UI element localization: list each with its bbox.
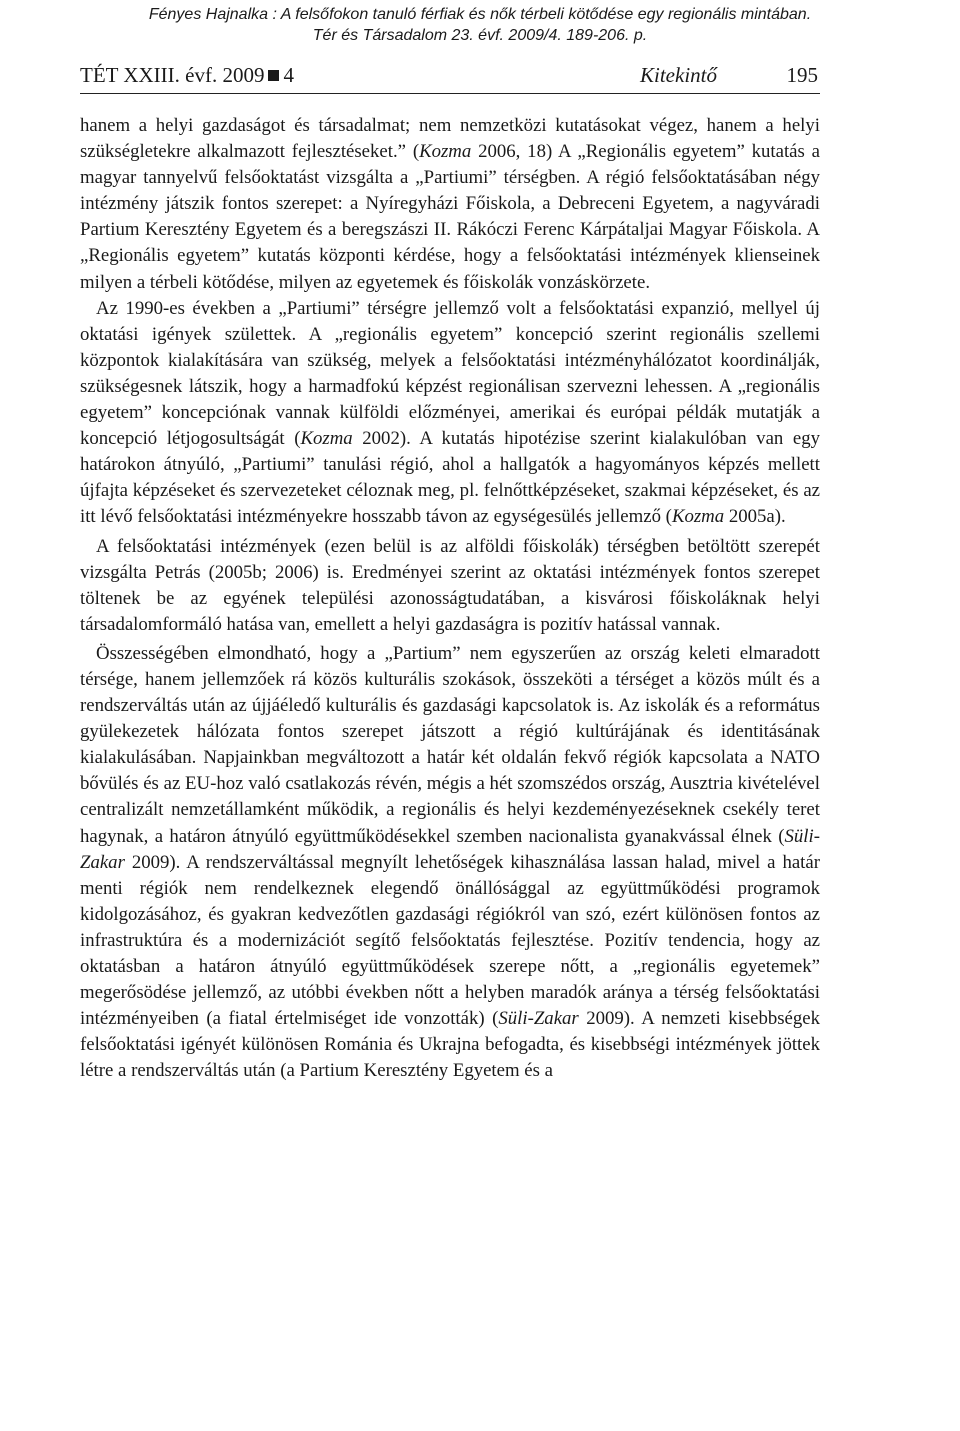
citation-author: Kozma: [300, 428, 353, 450]
square-bullet-icon: [268, 70, 279, 81]
journal-issue: 4: [283, 63, 294, 87]
section-name: Kitekintő: [640, 63, 717, 87]
citation-author: Kozma: [419, 141, 472, 163]
running-head: [80, 63, 820, 94]
journal-info: [80, 63, 294, 88]
page-number: 195: [786, 63, 818, 87]
paragraph-4: Összességében elmondható, hogy a „Partium” nem egyszerűen az ország keleti elmaradott térsége, hanem jellemzőek rá közös kulturális szokások, összeköti a térséget a közös múlt és a rendszerváltás után az újjáéledő kulturális és gazdasági kapcsolatok is. Az iskolák és a református gyülekezetek hálózata fontos szerepet játszott a régió kultúrájának és identitásának kialakulásában. Napjainkban megváltozott a határ két oldalán fekvő régiók kapcsolata a NATO bővülés és az EU-hoz való csatlakozás révén, mégis a hét szomszédos ország, Ausztria kivételével centralizált nemzetállamként működik, a regionális és helyi kezdeményezéseknek csekély teret hagynak, a határon átnyúló együttműködésekkel szemben nacionalista gyanakvással élnek (Süli-Zakar 2009). A rendszerváltással megnyílt lehetőségek kihasználása lassan halad, mivel a határ menti régiók nem rendelkeznek elegendő önállósággal az együttműködési programok kidolgozásához, és gyakran kedvezőtlen gazdasági régiókról van szó, ezért különösen fontos az infrastruktúra és a modernizációt segítő felsőoktatás fejlesztése. Pozitív tendencia, hogy az oktatásban a határon átnyúló együttműködések szerepe nőtt, a „regionális egyetemek” megerősödése jellemző, az utóbbi években nőtt a helyben maradók aránya a térség felsőoktatási intézményeiben (a fiatal értelmiséget ide vonzották) (Süli-Zakar 2009). A nemzeti kisebbségek felsőoktatási igényét különösen Románia és Ukrajna befogadta, és kisebbségi intézmények jöttek létre a rendszerváltás után (a Partium Keresztény Egyetem és a: [80, 642, 820, 1082]
citation-author: Süli-Zakar: [80, 825, 820, 873]
citation-header: [0, 4, 960, 46]
journal-volume: TÉT XXIII. évf. 2009: [80, 63, 265, 87]
paragraph-3: A felsőoktatási intézmények (ezen belül is az alföldi főiskolák) térségben betöltött szerepét vizsgálta Petrás (2005b; 2006) is. Eredményei szerint az oktatási intézmények fontos szerepet töltenek be az egyének települési azonosságtudatában, a kisvárosi főiskoláknak helyi társadalomformáló hatása van, emellett a helyi gazdaságra is pozitív hatással vannak.: [80, 535, 820, 635]
citation-line-2: Tér és Társadalom 23. évf. 2009/4. 189-206. p.: [312, 27, 648, 44]
paragraph-2: Az 1990-es években a „Partiumi” térségre jellemző volt a felsőoktatási expanzió, mellyel új oktatási igények születtek. A „regionális egyetem” koncepció szerint regionális szellemi központok kialakítására van szükség, melyek a felsőoktatási intézményhálózatot koordinálják, szükségesnek látszik, hogy a harmadfokú képzést regionálisan szervezni lehessen. A „regionális egyetem” koncepciónak vannak külföldi előzményei, amerikai és európai példák mutatják a koncepció létjogosultságát (Kozma 2002). A kutatás hipotézise szerint kialakulóban van egy határokon átnyúló, „Partiumi” tanulási régió, ahol a hallgatók a hagyományos képzés mellett újfajta képzéseket és szervezeteket céloznak meg, pl. felnőttképzéseket, szakmai képzéseket, és az itt lévő felsőoktatási intézményekre hosszabb távon az egységesülés jellemző (Kozma 2005a).: [80, 297, 820, 528]
article-body: [80, 113, 820, 1084]
citation-line-1: Fényes Hajnalka : A felsőfokon tanuló férfiak és nők térbeli kötődése egy regionális mintában.: [148, 6, 812, 23]
citation-author: Kozma: [671, 506, 725, 528]
paragraph-1: hanem a helyi gazdaságot és társadalmat; nem nemzetközi kutatásokat végez, hanem a helyi szükségletekre alkalmazott fejlesztéseket.” (Kozma 2006, 18) A „Regionális egyetem” kutatás a magyar tannyelvű felsőoktatást vizsgálta a „Partiumi” térségben. A régió felsőoktatásában négy intézmény játszik fontos szerepet: a Nyíregyházi Főiskola, a Debreceni Egyetem, a nagyváradi Partium Keresztény Egyetem és a beregszászi II. Rákóczi Ferenc Kárpátaljai Magyar Főiskola. A „Regionális egyetem” kutatás központi kérdése, hogy a felsőoktatási intézmények klienseinek milyen a térbeli kötődése, milyen az egyetemek és főiskolák vonzáskörzete.: [80, 115, 820, 293]
citation-author: Süli-Zakar: [498, 1008, 579, 1030]
